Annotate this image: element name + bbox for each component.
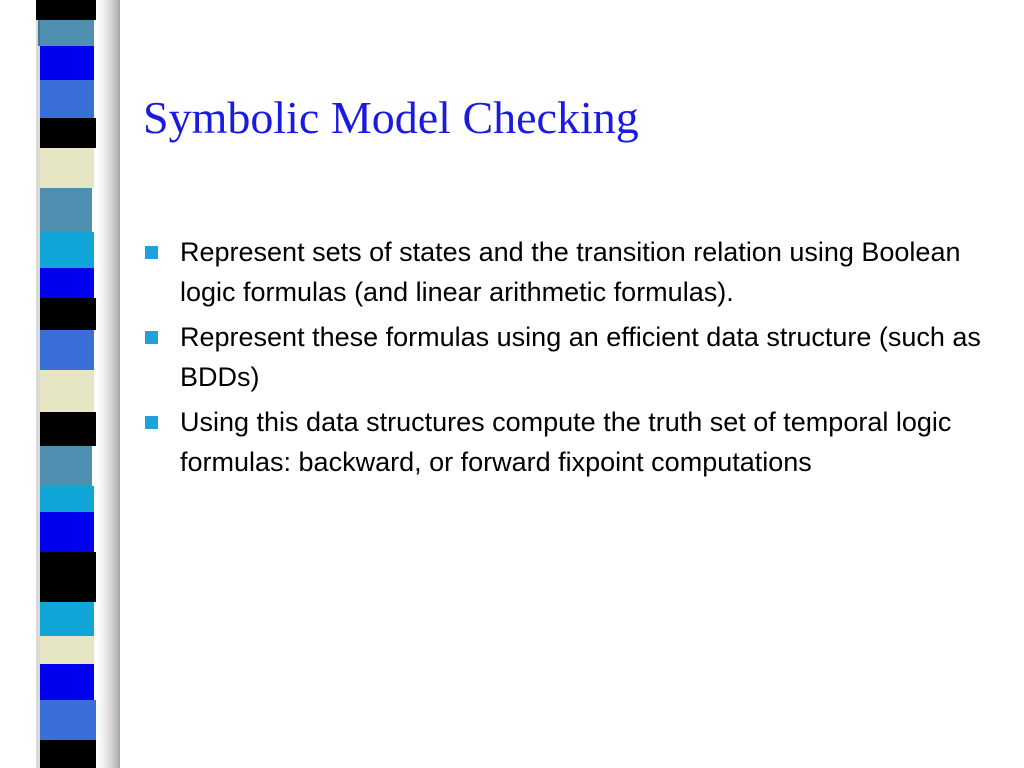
bullet-text: Represent these formulas using an efficient data structure (such as BDDs) bbox=[180, 322, 981, 392]
list-item bbox=[143, 402, 1003, 482]
bullet-text: Using this data structures compute the truth set of temporal logic formulas: backward, or forward fixpoint computations bbox=[180, 407, 952, 477]
slide-title: Symbolic Model Checking bbox=[143, 92, 639, 143]
decorative-stripe-band bbox=[0, 0, 120, 768]
square-bullet-icon bbox=[145, 331, 158, 344]
list-item bbox=[143, 232, 1003, 312]
bullet-text: Represent sets of states and the transition relation using Boolean logic formulas (and linear arithmetic formulas). bbox=[180, 237, 961, 307]
bullet-list bbox=[143, 232, 1003, 487]
square-bullet-icon bbox=[145, 246, 158, 259]
list-item bbox=[143, 317, 1003, 397]
square-bullet-icon bbox=[145, 416, 158, 429]
